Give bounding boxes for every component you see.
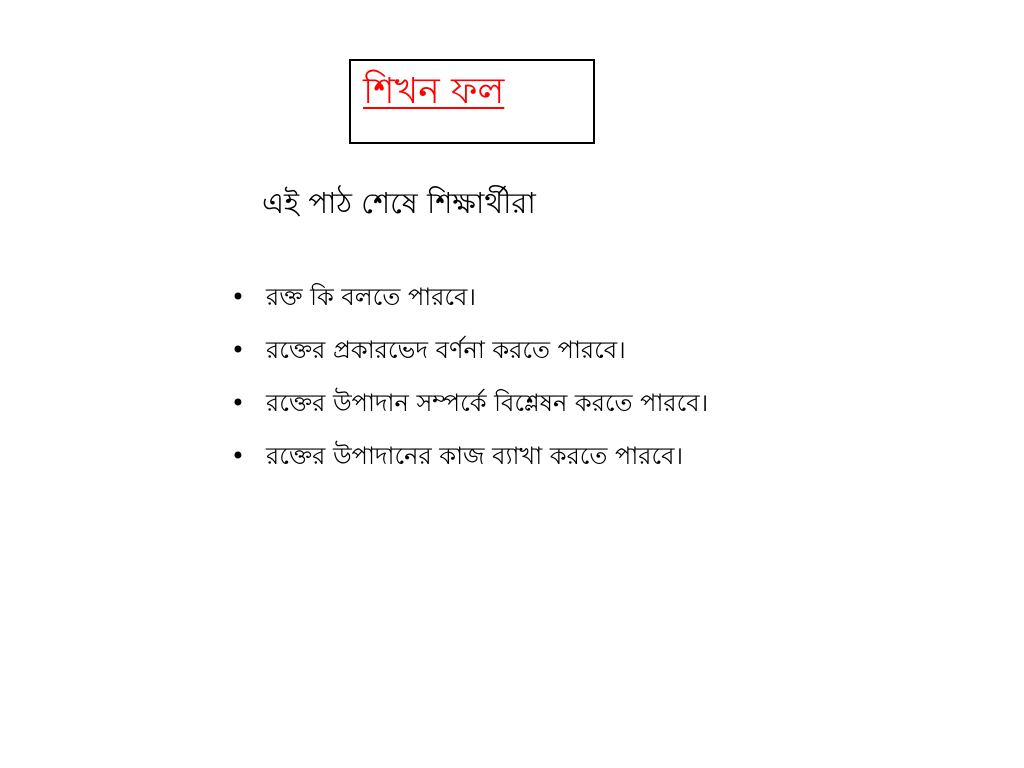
list-item (210, 323, 708, 376)
learning-outcomes-list (210, 270, 708, 482)
list-item (210, 429, 708, 482)
list-item (210, 270, 708, 323)
bullet-icon: • (230, 335, 246, 364)
outcome-text: রক্তের প্রকারভেদ বর্ণনা করতে পারবে। (266, 335, 626, 364)
bullet-icon: • (230, 388, 246, 417)
slide-title: শিখন ফল (363, 71, 505, 112)
outcome-text: রক্তের উপাদানের কাজ ব্যাখা করতে পারবে। (266, 441, 684, 470)
bullet-icon: • (230, 441, 246, 470)
outcome-text: রক্তের উপাদান সম্পর্কে বিশ্লেষন করতে পারবে। (266, 388, 709, 417)
list-item (210, 376, 708, 429)
outcome-text: রক্ত কি বলতে পারবে। (266, 282, 476, 311)
intro-text: এই পাঠ শেষে শিক্ষার্থীরা (262, 186, 536, 220)
title-box (349, 59, 595, 144)
bullet-icon: • (230, 282, 246, 311)
